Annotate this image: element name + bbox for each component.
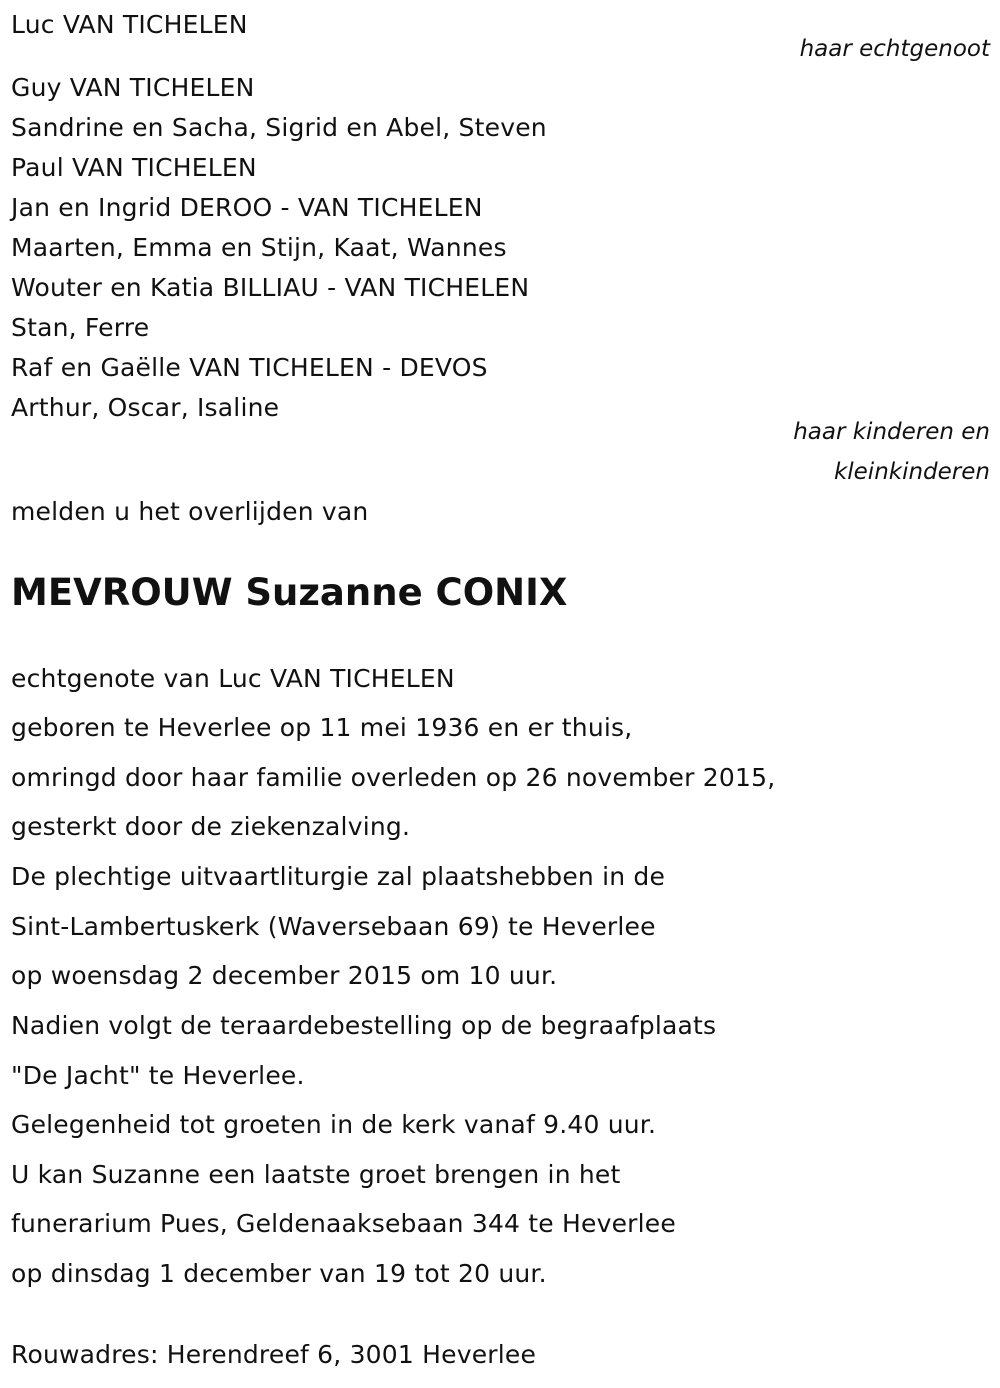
detail-line: Gelegenheid tot groeten in de kerk vanaf 9.40 uur. — [11, 1110, 657, 1139]
family-line: Stan, Ferre — [11, 313, 150, 342]
deceased-name: MEVROUW Suzanne CONIX — [11, 571, 568, 614]
family-line: Jan en Ingrid DEROO - VAN TICHELEN — [11, 193, 483, 222]
family-line: Sandrine en Sacha, Sigrid en Abel, Steven — [11, 113, 547, 142]
detail-line: geboren te Heverlee op 11 mei 1936 en er thuis, — [11, 713, 633, 742]
spouse-role: haar echtgenoot — [799, 36, 990, 62]
detail-line: echtgenote van Luc VAN TICHELEN — [11, 664, 455, 693]
mourning-address: Rouwadres: Herendreef 6, 3001 Heverlee — [11, 1340, 537, 1369]
detail-line: gesterkt door de ziekenzalving. — [11, 812, 411, 841]
detail-line: U kan Suzanne een laatste groet brengen in het — [11, 1160, 621, 1189]
detail-line: op woensdag 2 december 2015 om 10 uur. — [11, 961, 558, 990]
family-line: Paul VAN TICHELEN — [11, 153, 257, 182]
detail-line: Sint-Lambertuskerk (Waversebaan 69) te Heverlee — [11, 912, 656, 941]
detail-line: op dinsdag 1 december van 19 tot 20 uur. — [11, 1259, 547, 1288]
detail-line: De plechtige uitvaartliturgie zal plaatshebben in de — [11, 862, 666, 891]
family-line: Wouter en Katia BILLIAU - VAN TICHELEN — [11, 273, 530, 302]
family-line: Raf en Gaëlle VAN TICHELEN - DEVOS — [11, 353, 488, 382]
family-line: Maarten, Emma en Stijn, Kaat, Wannes — [11, 233, 507, 262]
family-line: Arthur, Oscar, Isaline — [11, 393, 280, 422]
detail-line: Nadien volgt de teraardebestelling op de begraafplaats — [11, 1011, 717, 1040]
detail-line: omringd door haar familie overleden op 26 november 2015, — [11, 763, 776, 792]
detail-line: funerarium Pues, Geldenaaksebaan 344 te Heverlee — [11, 1209, 676, 1238]
children-role-line1: haar kinderen en — [793, 419, 990, 445]
detail-line: "De Jacht" te Heverlee. — [11, 1061, 305, 1090]
family-line: Guy VAN TICHELEN — [11, 73, 255, 102]
spouse-name: Luc VAN TICHELEN — [11, 10, 248, 39]
announcement-text: melden u het overlijden van — [11, 497, 369, 526]
children-role-line2: kleinkinderen — [833, 459, 990, 485]
